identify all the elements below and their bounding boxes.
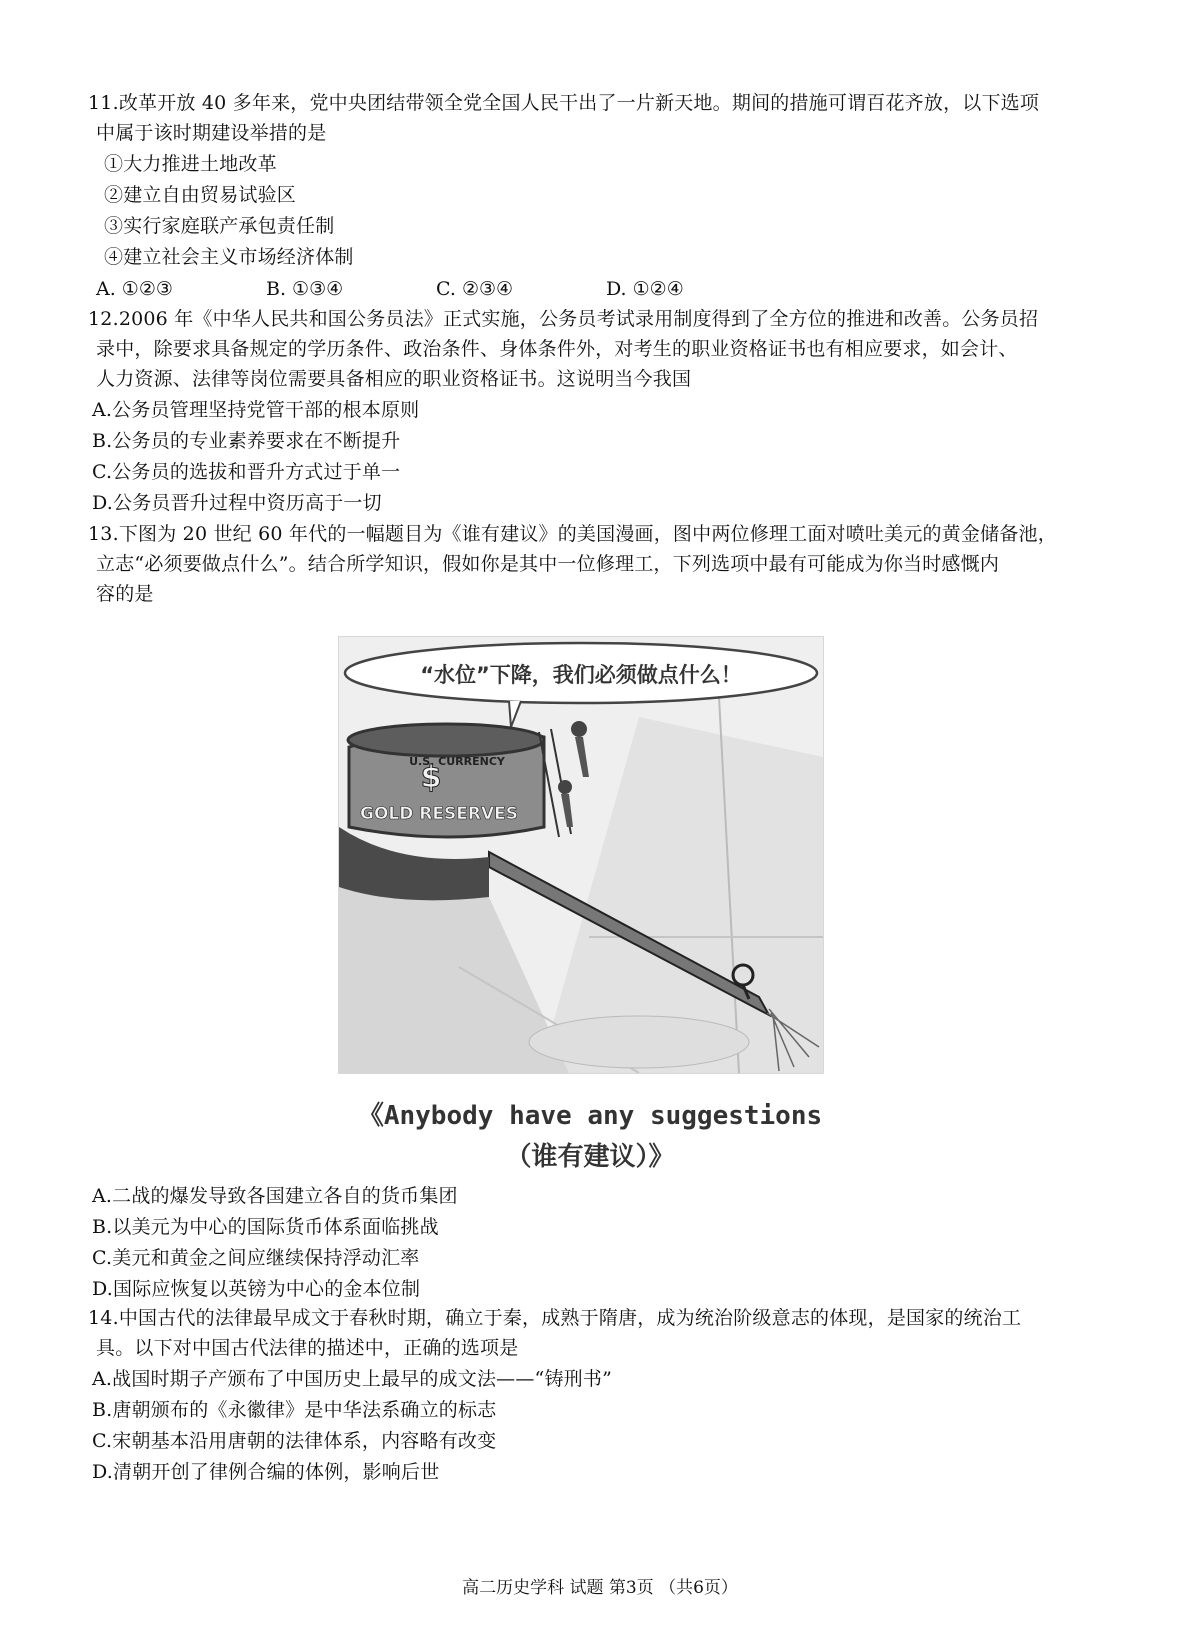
q13-option-c: C.美元和黄金之间应继续保持浮动汇率: [92, 1247, 420, 1269]
q11-option-a: A. ①②③: [96, 278, 173, 300]
q12-option-a: A.公务员管理坚持党管干部的根本原则: [92, 399, 420, 421]
cartoon-caption-chinese: （谁有建议）》: [505, 1142, 675, 1172]
dollar-sign-icon: $: [420, 760, 442, 795]
q14-stem-line2: 具。以下对中国古代法律的描述中，正确的选项是: [96, 1337, 519, 1359]
q14-option-a: A.战国时期子产颁布了中国历史上最早的成文法——“铸刑书”: [92, 1368, 612, 1390]
q13-option-a: A.二战的爆发导致各国建立各自的货币集团: [92, 1185, 458, 1207]
q11-stem-line2: 中属于该时期建设举措的是: [96, 122, 327, 144]
q12-option-b: B.公务员的专业素养要求在不断提升: [92, 430, 401, 452]
cartoon-figure: [338, 636, 824, 1074]
q12-option-c: C.公务员的选拔和晋升方式过于单一: [92, 461, 401, 483]
tank-label-bottom: GOLD RESERVES: [360, 804, 518, 824]
q11-item-3: ③实行家庭联产承包责任制: [104, 215, 335, 237]
q13-stem-line3: 容的是: [96, 583, 154, 605]
q14-option-c: C.宋朝基本沿用唐朝的法律体系，内容略有改变: [92, 1430, 497, 1452]
q12-option-d: D.公务员晋升过程中资历高于一切: [92, 492, 382, 514]
page-footer: 高二历史学科 试题 第3页 （共6页）: [462, 1578, 738, 1598]
q11-option-d: D. ①②④: [606, 278, 684, 300]
q11-item-2: ②建立自由贸易试验区: [104, 184, 297, 206]
q13-stem-line2: 立志“必须要做点什么”。结合所学知识，假如你是其中一位修理工，下列选项中最有可能成为你当时感慨内: [96, 553, 1000, 575]
q11-item-4: ④建立社会主义市场经济体制: [104, 246, 354, 268]
q12-stem-line2: 录中，除要求具备规定的学历条件、政治条件、身体条件外，对考生的职业资格证书也有相应要求，如会计、: [96, 338, 1018, 360]
worker-icon: [571, 721, 587, 737]
q11-stem-line1: 11.改革开放 40 多年来，党中央团结带领全党全国人民干出了一片新天地。期间的措施可谓百花齐放，以下选项: [88, 92, 1040, 114]
q11-option-b: B. ①③④: [266, 278, 344, 300]
q11-item-1: ①大力推进土地改革: [104, 153, 277, 175]
cartoon-drawing: [339, 637, 823, 1073]
q14-stem-line1: 14.中国古代的法律最早成文于春秋时期，确立于秦，成熟于隋唐，成为统治阶级意志的体现，是国家的统治工: [88, 1307, 1022, 1329]
cartoon-caption-english: 《Anybody have any suggestions: [357, 1101, 823, 1131]
speech-bubble-text: “水位”下降，我们必须做点什么！: [420, 663, 742, 687]
q13-option-d: D.国际应恢复以英镑为中心的金本位制: [92, 1278, 421, 1300]
q12-stem-line1: 12.2006 年《中华人民共和国公务员法》正式实施，公务员考试录用制度得到了全方位的推进和改善。公务员招: [88, 308, 1039, 330]
worker-icon: [558, 780, 572, 794]
q14-option-d: D.清朝开创了律例合编的体例，影响后世: [92, 1461, 440, 1483]
q12-stem-line3: 人力资源、法律等岗位需要具备相应的职业资格证书。这说明当今我国: [96, 368, 692, 390]
q11-option-c: C. ②③④: [436, 278, 514, 300]
q14-option-b: B.唐朝颁布的《永徽律》是中华法系确立的标志: [92, 1399, 497, 1421]
q13-stem-line1: 13.下图为 20 世纪 60 年代的一幅题目为《谁有建议》的美国漫画，图中两位修理工面对喷吐美元的黄金储备池，: [88, 523, 1057, 545]
tank-label-top: U.S. CURRENCY: [409, 755, 505, 768]
q13-option-b: B.以美元为中心的国际货币体系面临挑战: [92, 1216, 439, 1238]
